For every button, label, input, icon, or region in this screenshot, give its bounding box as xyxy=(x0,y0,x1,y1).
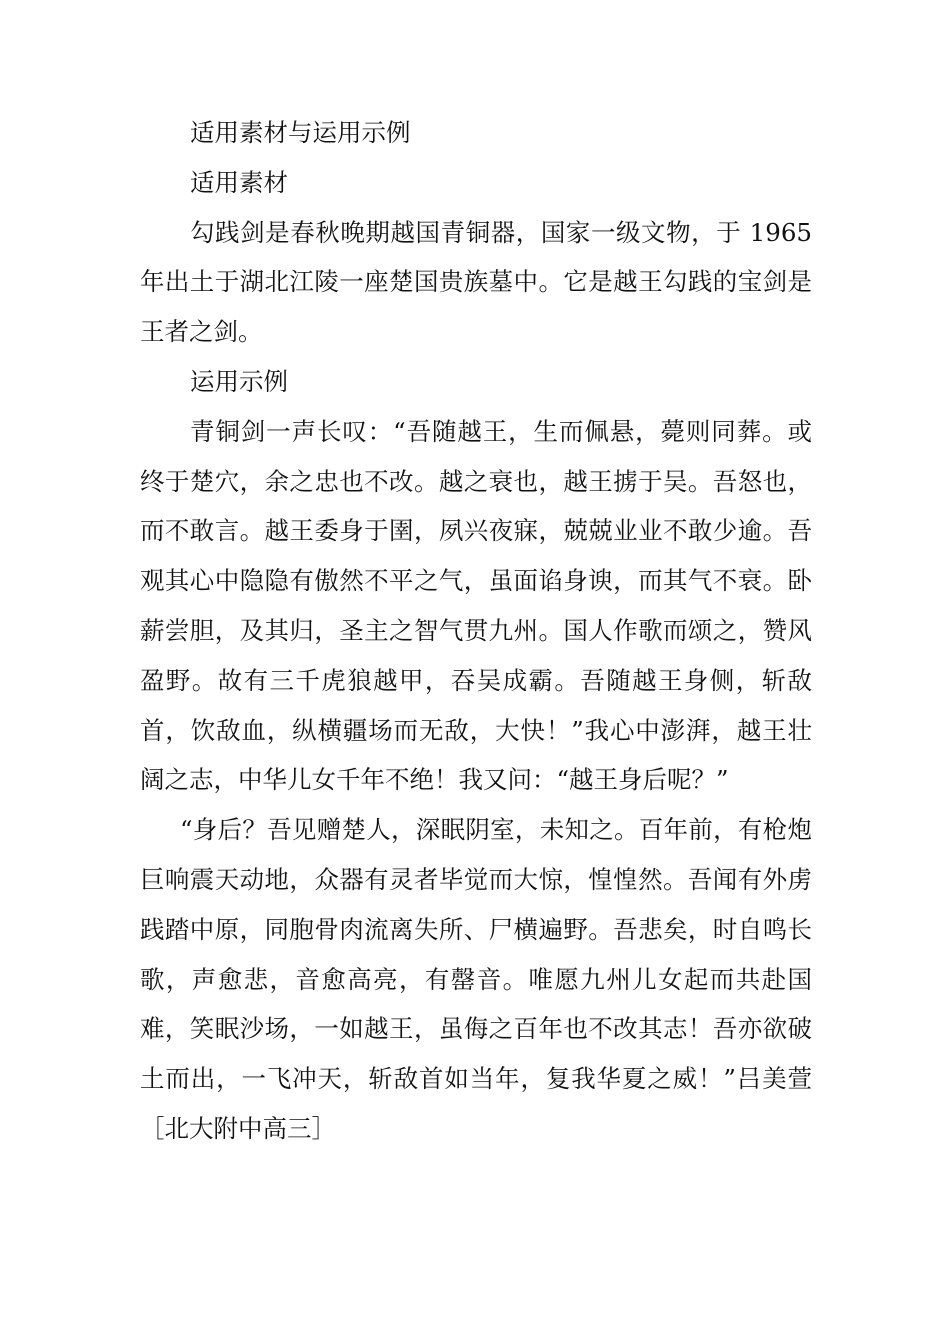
document-title: 适用素材与运用示例 xyxy=(190,118,411,147)
example-paragraph-1: 青铜剑一声长叹：“吾随越王，生而佩悬，薨则同葬。或终于楚穴，余之忠也不改。越之衰也，越王掳于吴。吾怒也，而不敢言。越王委身于圉，夙兴夜寐，兢兢业业不敢少逾。吾观其心中隐隐有傲然不平之气，虽面谄身谀，而其气不衰。卧薪尝胆，及其归，圣主之智气贯九州。国人作歌而颂之，赞风盈野。故有三千虎狼越甲，吞吴成霸。吾随越王身侧，斩敌首，饮敌血，纵横疆场而无敌，大快！”我心中澎湃，越王壮阔之志，中华儿女千年不绝！我又问：“越王身后呢？” xyxy=(140,416,812,795)
document-page xyxy=(140,108,812,1154)
section-heading-example: 运用示例 xyxy=(190,366,288,396)
example-paragraph-2: “身后？吾见赠楚人，深眠阴室，未知之。百年前，有枪炮巨响震天动地，众器有灵者毕觉而大惊，惶惶然。吾闻有外虏践踏中原，同胞骨肉流离失所、尸横遍野。吾悲矣，时自鸣长歌，声愈悲，音愈高亮，有罄音。唯愿九州儿女起而共赴国难，笑眠沙场，一如越王，虽侮之百年也不改其志！吾亦欲破土而出，一飞冲天，斩敌首如当年，复我华夏之威！”吕美萱［北大附中高三］ xyxy=(140,815,812,1143)
material-paragraph: 勾践剑是春秋晚期越国青铜器，国家一级文物，于 1965 年出土于湖北江陵一座楚国贵族墓中。它是越王勾践的宝剑是王者之剑。 xyxy=(140,217,812,347)
section-heading-material: 适用素材 xyxy=(190,167,288,197)
